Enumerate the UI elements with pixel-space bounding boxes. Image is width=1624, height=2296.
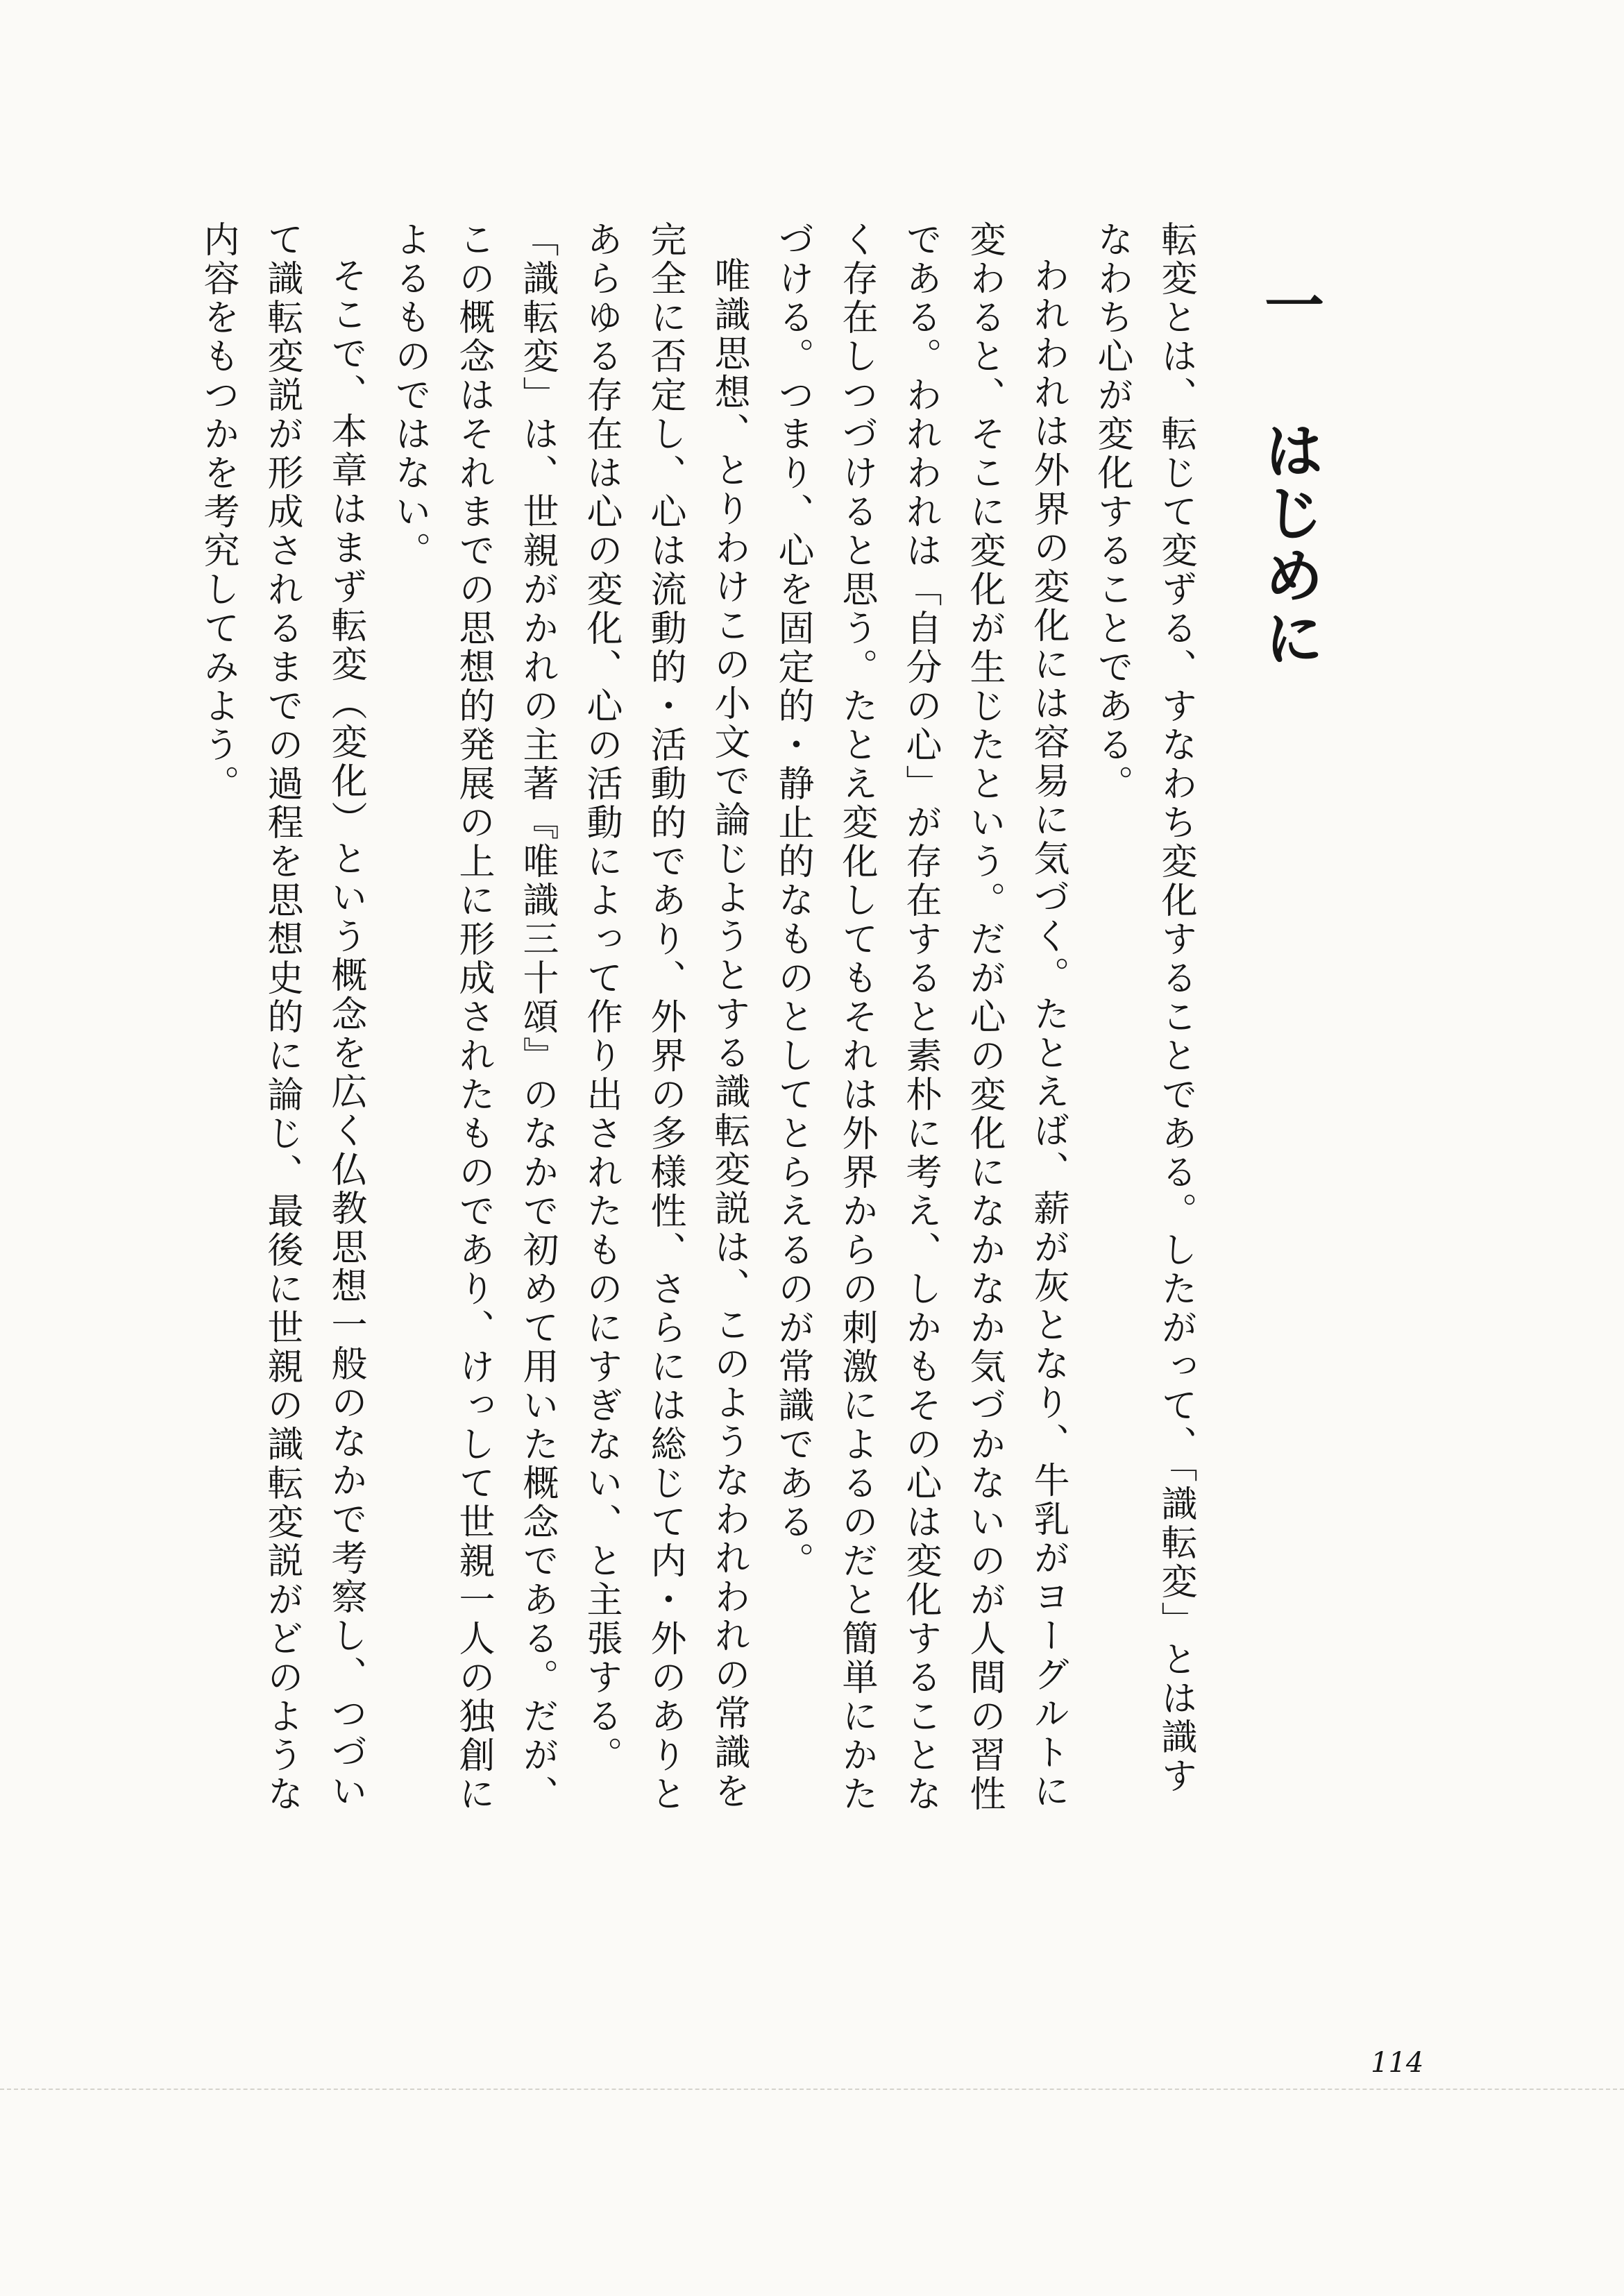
scan-line-divider xyxy=(0,2089,1624,2091)
paragraph-5: そこで、本章はまず転変（変化）という概念を広く仏教思想一般のなかで考察し、つづいて識転変説が形成されるまでの過程を思想史的に論じ、最後に世親の識転変説がどのような内容をもつかを考究してみよう。 xyxy=(197,221,366,1814)
paragraph-2: われわれは外界の変化には容易に気づく。たとえば、薪が灰となり、牛乳がヨーグルトに変わると、そこに変化が生じたという。だが心の変化になかなか気づかないのが人間の習性である。われわれは「自分の心」が存在すると素朴に考え、しかもその心は変化することなく存在しつづけると思う。たとえ変化してもそれは外界からの刺激によるのだと簡単にかたづける。つまり、心を固定的・静止的なものとしてとらえるのが常識である。 xyxy=(772,221,1069,1814)
section-title: はじめに xyxy=(1254,420,1324,670)
section-heading xyxy=(1254,274,1324,670)
section-number: 一 xyxy=(1254,274,1324,337)
paragraph-1: 転変とは、転じて変ずる、すなわち変化することである。したがって、「識転変」とは識すなわち心が変化することである。 xyxy=(1091,221,1196,1796)
paragraph-4: 「識転変」は、世親がかれの主著『唯識三十頌』のなかで初めて用いた概念である。だが、この概念はそれまでの思想的発展の上に形成されたものであり、けっして世親一人の独創によるものではない。 xyxy=(389,221,558,1814)
paragraph-3: 唯識思想、とりわけこの小文で論じようとする識転変説は、このようなわれわれの常識を完全に否定し、心は流動的・活動的であり、外界の多様性、さらには総じて内・外のありとあらゆる存在は心の変化、心の活動によって作り出されたものにすぎない、と主張する。 xyxy=(580,221,750,1814)
page-number: 114 xyxy=(1371,2047,1424,2079)
body-text xyxy=(197,221,1208,1817)
